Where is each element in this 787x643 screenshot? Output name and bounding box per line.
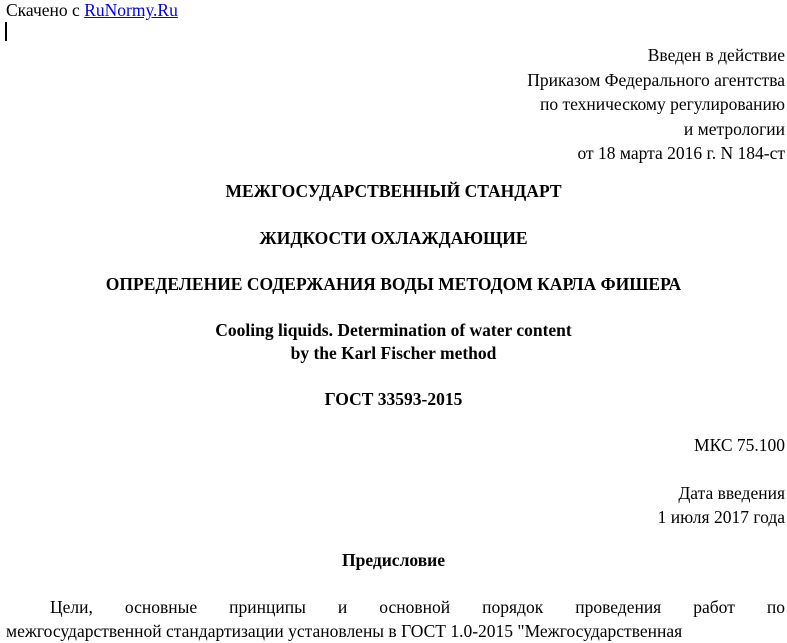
introduction-date-block: [658, 481, 785, 529]
introduction-date-label: Дата введения: [678, 483, 785, 503]
english-title-line-1: Cooling liquids. Determination of water content: [215, 320, 572, 340]
english-title-line-2: by the Karl Fischer method: [290, 343, 497, 363]
standard-designation: ГОСТ 33593-2015: [324, 389, 463, 409]
method-heading: ОПРЕДЕЛЕНИЕ СОДЕРЖАНИЯ ВОДЫ МЕТОДОМ КАРЛА ФИШЕРА: [105, 274, 682, 294]
introduction-date-value: 1 июля 2017 года: [657, 507, 785, 527]
mks-code: МКС 75.100: [694, 435, 785, 455]
preface-heading: Предисловие: [341, 550, 446, 570]
standard-type-heading: МЕЖГОСУДАРСТВЕННЫЙ СТАНДАРТ: [225, 181, 562, 201]
enactment-line-3: по техническому регулированию: [539, 94, 785, 115]
enactment-line-4: и метрологии: [683, 118, 785, 139]
source-prefix: Скачено с: [6, 0, 85, 20]
preface-paragraph: [6, 595, 785, 643]
enactment-line-1: Введен в действие: [647, 45, 785, 65]
source-link[interactable]: RuNormy.Ru: [84, 0, 178, 20]
enactment-line-2: Приказом Федерального агентства: [527, 69, 785, 90]
source-line: [6, 0, 178, 20]
english-title: [0, 319, 787, 365]
enactment-line-5: от 18 марта 2016 г. N 184-ст: [577, 143, 785, 164]
preface-paragraph-line-1: Цели, основные принципы и основной порядок проведения работ по: [50, 597, 785, 617]
subject-heading: ЖИДКОСТИ ОХЛАЖДАЮЩИЕ: [259, 228, 528, 248]
text-cursor: [5, 22, 7, 41]
preface-paragraph-line-2: межгосударственной стандартизации установлены в ГОСТ 1.0-2015 "Межгосударственная: [6, 621, 683, 641]
enactment-block: [527, 43, 785, 166]
